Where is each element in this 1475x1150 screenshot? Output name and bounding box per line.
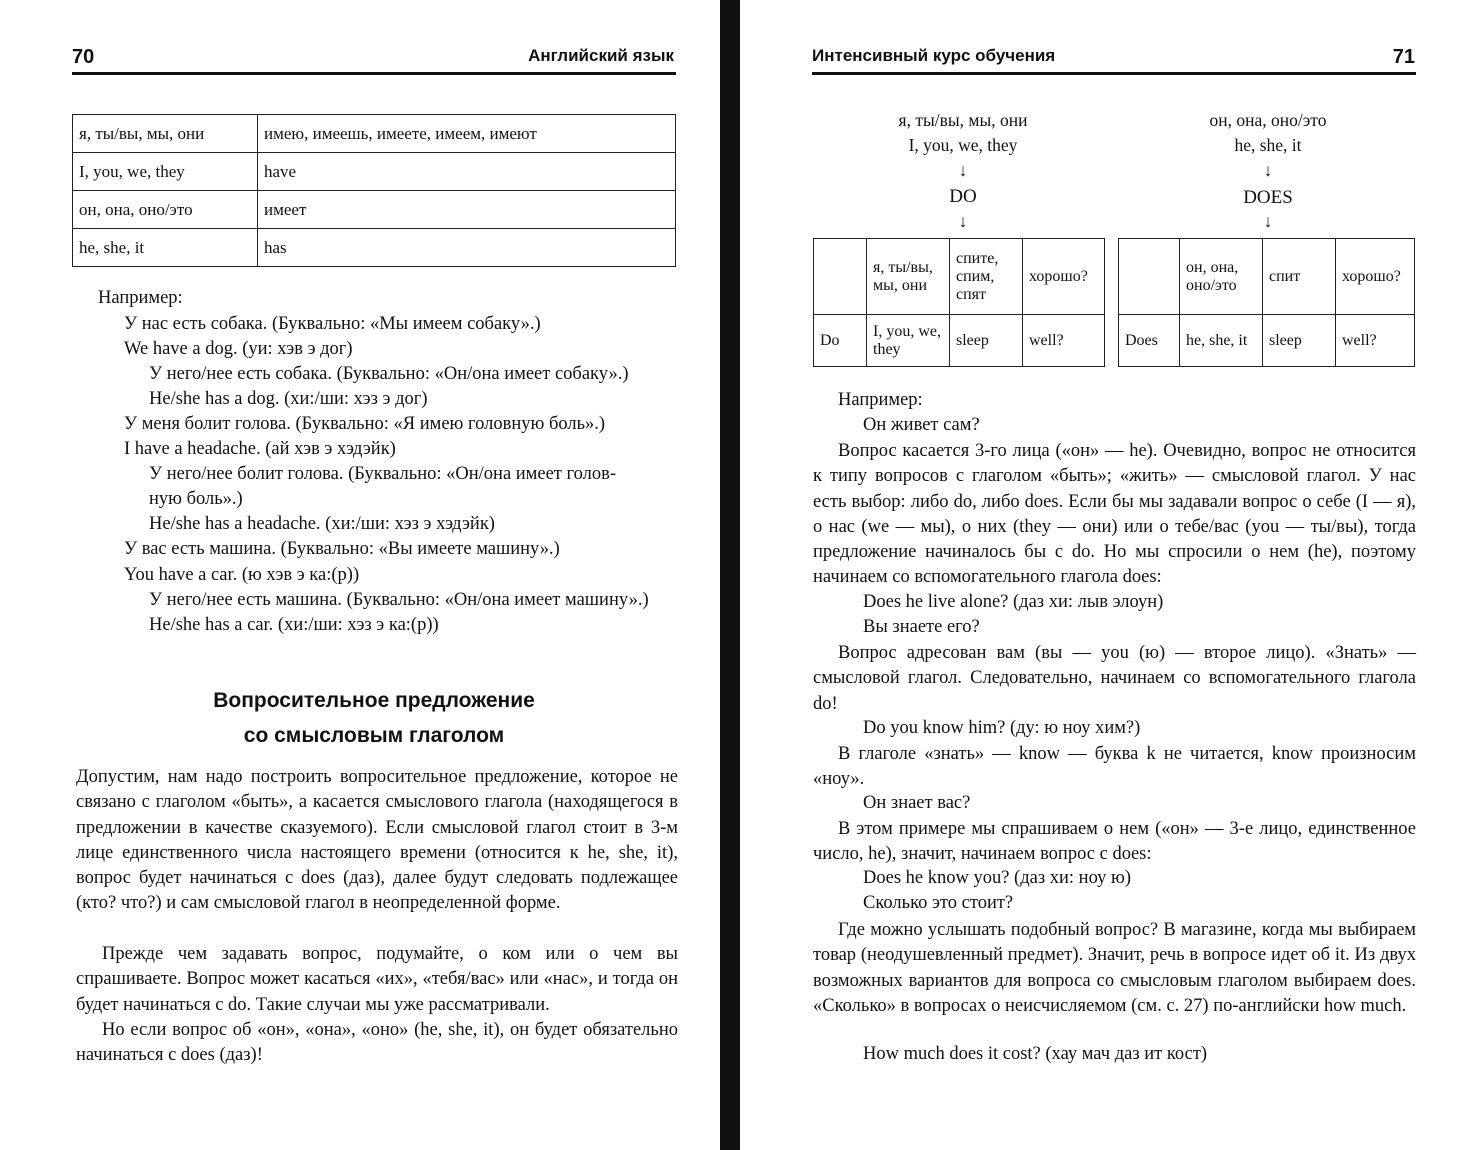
body-paragraph: В этом примере мы спрашиваем о нем («он» — 3-е лицо, единственное число, he), значит, начинаем вопрос с does: bbox=[813, 819, 1416, 865]
page-number-left: 70 bbox=[72, 46, 95, 68]
table-cell: спите, спим, спят bbox=[950, 239, 1023, 315]
body-paragraph: Где можно услышать подобный вопрос? В магазине, когда мы выбираем товар (неодушевленный предмет). Значит, речь в вопросе идет об it. Из двух возможных вариантов для вопроса со смысловым глаголом выбираем does. «Сколько» в вопросах о неисчисляемом (см. с. 27) по-английски how much. bbox=[813, 920, 1416, 1016]
body-paragraph: Вопрос адресован вам (вы — you (ю) — второе лицо). «Знать» — смысловой глагол. Следовательно, начинаем со вспомогательного глагола do! bbox=[813, 643, 1416, 714]
example-line: I have a headache. (ай хэв э хэдэйк) bbox=[124, 439, 396, 459]
example-line: У него/нее есть собака. (Буквально: «Он/она имеет собаку».) bbox=[149, 364, 629, 384]
do-table bbox=[813, 238, 1105, 367]
example-answer: Does he know you? (даз хи: ноу ю) bbox=[863, 868, 1131, 888]
example-question: Сколько это стоит? bbox=[863, 893, 1014, 913]
example-line: You have a car. (ю хэв э ка:(р)) bbox=[124, 565, 360, 585]
table-cell: sleep bbox=[950, 315, 1023, 367]
example-line: У вас есть машина. (Буквально: «Вы имеете машину».) bbox=[124, 539, 560, 559]
header-rule bbox=[812, 72, 1416, 75]
down-arrow-icon: ↓ bbox=[958, 160, 968, 180]
table-row bbox=[73, 191, 676, 229]
table-row bbox=[814, 315, 1105, 367]
table-row bbox=[73, 229, 676, 267]
have-has-table bbox=[72, 114, 676, 267]
down-arrow-icon: ↓ bbox=[1263, 211, 1273, 231]
example-question: Он живет сам? bbox=[863, 415, 980, 435]
example-answer: Does he live alone? (даз хи: лыв элоун) bbox=[863, 592, 1164, 612]
down-arrow-icon: ↓ bbox=[958, 211, 968, 231]
table-row bbox=[73, 153, 676, 191]
table-cell: I, you, we, they bbox=[73, 153, 258, 191]
table-cell: he, she, it bbox=[1180, 315, 1263, 367]
table-cell: хорошо? bbox=[1336, 239, 1415, 315]
left-page bbox=[0, 0, 720, 1150]
book-spine bbox=[720, 0, 740, 1150]
running-head-right: Интенсивный курс обучения bbox=[812, 46, 1056, 65]
example-line: He/she has a dog. (хи:/ши: хэз э дог) bbox=[149, 389, 428, 409]
table-cell: Does bbox=[1119, 315, 1180, 367]
example-question: Вы знаете его? bbox=[863, 617, 980, 637]
pronoun-group-ru: он, она, оно/это bbox=[1209, 110, 1327, 130]
table-cell: Do bbox=[814, 315, 867, 367]
table-cell: хорошо? bbox=[1023, 239, 1105, 315]
table-cell: has bbox=[258, 229, 676, 267]
body-paragraph: Прежде чем задавать вопрос, подумайте, о ком или о чем вы спрашиваете. Вопрос может касаться «их», «тебя/вас» или «нас», и тогда он будет начинаться с do. Такие случаи мы уже рассматривали. bbox=[76, 944, 678, 1015]
table-cell: sleep bbox=[1263, 315, 1336, 367]
auxiliary-do: DO bbox=[949, 186, 977, 207]
table-cell: имеет bbox=[258, 191, 676, 229]
pronoun-group-en: I, you, we, they bbox=[908, 135, 1018, 155]
table-row bbox=[814, 239, 1105, 315]
example-line: У нас есть собака. (Буквально: «Мы имеем собаку».) bbox=[124, 314, 541, 334]
table-cell: have bbox=[258, 153, 676, 191]
table-cell: well? bbox=[1023, 315, 1105, 367]
body-paragraph: Но если вопрос об «он», «она», «оно» (he, she, it), он будет обязательно начинаться с does (даз)! bbox=[76, 1020, 678, 1066]
table-row bbox=[1119, 239, 1415, 315]
example-question: Он знает вас? bbox=[863, 793, 971, 813]
auxiliary-does: DOES bbox=[1243, 187, 1293, 208]
body-paragraph: Вопрос касается 3-го лица («он» — he). Очевидно, вопрос не относится к типу вопросов с глаголом «быть»; «жить» — смысловой глагол. У нас есть выбор: либо do, либо does. Если бы мы задавали вопрос о себе (I — я), о нас (we — мы), о них (they — они) или о тебе/вас (you — ты/вы), тогда предложение начиналось бы с do. Но мы спросили о нем (he), поэтому начинаем со вспомогательного глагола does: bbox=[813, 441, 1416, 588]
pronoun-group-ru: я, ты/вы, мы, они bbox=[898, 110, 1028, 130]
example-line: He/she has a car. (хи:/ши: хэз э ка:(р)) bbox=[149, 615, 439, 635]
running-head-left: Английский язык bbox=[528, 46, 674, 65]
example-line: He/she has a headache. (хи:/ши: хэз э хэдэйк) bbox=[149, 514, 495, 534]
example-label: Например: bbox=[838, 390, 923, 410]
section-heading-line1: Вопросительное предложение bbox=[213, 689, 535, 712]
table-cell: имею, имеешь, имеете, имеем, имеют bbox=[258, 115, 676, 153]
table-cell: он, она, оно/это bbox=[73, 191, 258, 229]
header-rule bbox=[72, 72, 676, 75]
example-line: У меня болит голова. (Буквально: «Я имею головную боль».) bbox=[124, 414, 606, 434]
table-cell: я, ты/вы, мы, они bbox=[73, 115, 258, 153]
body-paragraph: Допустим, нам надо построить вопросительное предложение, которое не связано с глаголом «быть», а касается смыслового глагола (находящегося в предложении в качестве сказуемого). Если смысловой глагол стоит в 3-м лице единственного числа настоящего времени (относится к he, she, it), вопрос будет начинаться с does (даз), далее будут следовать подлежащее (кто? что?) и сам смысловой глагол в неопределенной форме. bbox=[76, 767, 678, 914]
table-cell bbox=[1119, 239, 1180, 315]
down-arrow-icon: ↓ bbox=[1263, 160, 1273, 180]
example-answer: Do you know him? (ду: ю ноу хим?) bbox=[863, 718, 1141, 738]
example-line: We have a dog. (уи: хэв э дог) bbox=[124, 339, 353, 359]
example-line: ную боль».) bbox=[149, 489, 243, 509]
table-cell: he, she, it bbox=[73, 229, 258, 267]
table-row bbox=[73, 115, 676, 153]
table-row bbox=[1119, 315, 1415, 367]
table-cell: спит bbox=[1263, 239, 1336, 315]
table-cell: он, она, оно/это bbox=[1180, 239, 1263, 315]
example-line: У него/нее есть машина. (Буквально: «Он/она имеет машину».) bbox=[149, 590, 649, 610]
example-line: У него/нее болит голова. (Буквально: «Он/она имеет голов- bbox=[149, 464, 617, 484]
example-label: Например: bbox=[98, 288, 183, 308]
pronoun-group-en: he, she, it bbox=[1234, 135, 1302, 155]
right-page bbox=[740, 0, 1475, 1150]
table-cell: I, you, we, they bbox=[867, 315, 950, 367]
section-heading-line2: со смысловым глаголом bbox=[243, 724, 505, 747]
does-table bbox=[1118, 238, 1415, 367]
table-cell: well? bbox=[1336, 315, 1415, 367]
table-cell: я, ты/вы, мы, они bbox=[867, 239, 950, 315]
table-cell bbox=[814, 239, 867, 315]
example-answer: How much does it cost? (хау мач даз ит кост) bbox=[863, 1044, 1208, 1064]
page-number-right: 71 bbox=[1392, 46, 1415, 68]
body-paragraph: В глаголе «знать» — know — буква k не читается, know произносим «ноу». bbox=[813, 744, 1416, 790]
